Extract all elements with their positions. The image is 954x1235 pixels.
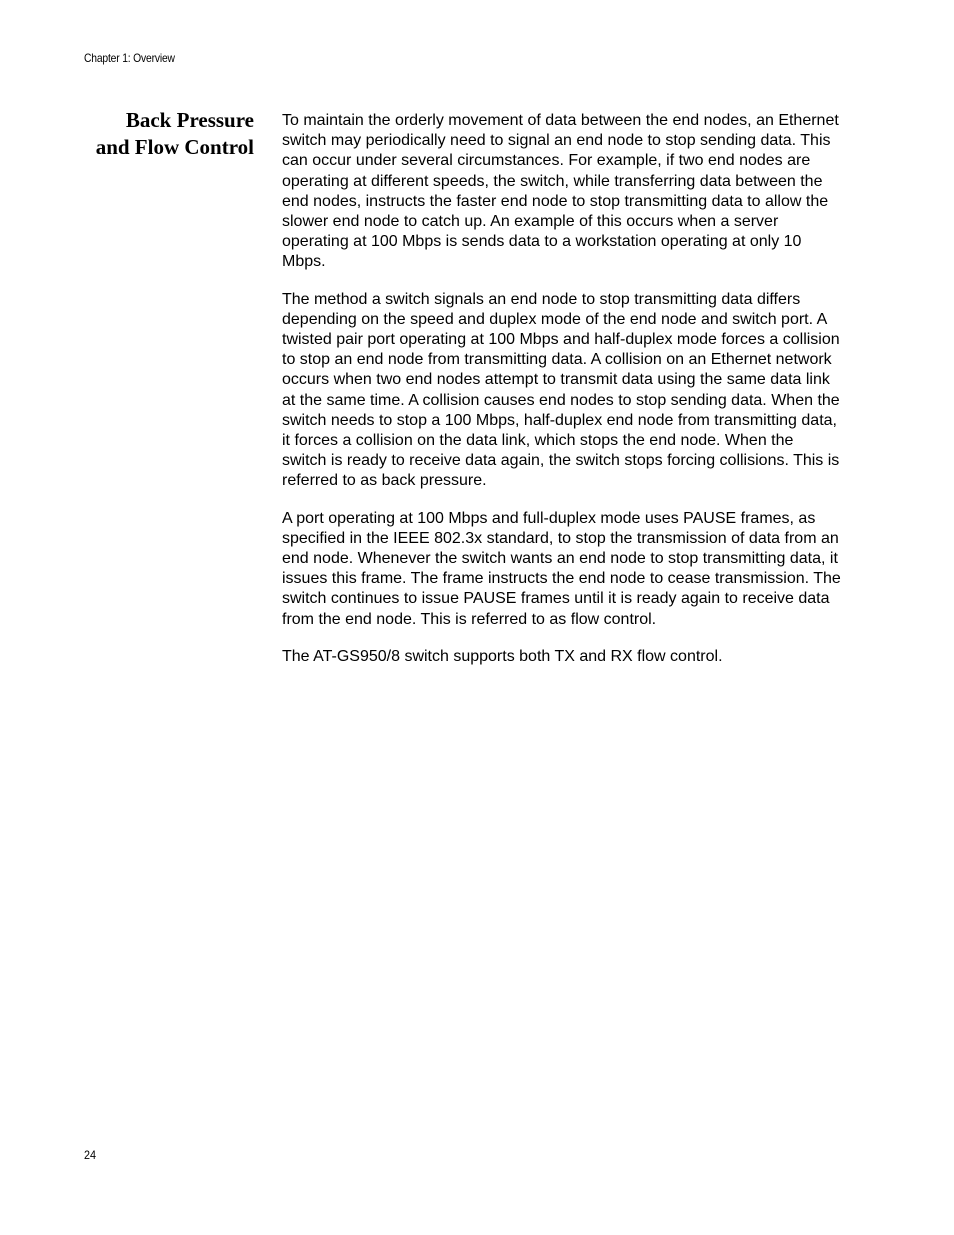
section-heading-line-2: and Flow Control	[95, 135, 254, 159]
page-number: 24	[84, 1148, 97, 1162]
paragraph-switch-support: The AT-GS950/8 switch supports both TX and RX flow control.	[282, 647, 723, 665]
paragraph-flow-control: A port operating at 100 Mbps and full-duplex mode uses PAUSE frames, as specified in the IEEE 802.3x standard, to stop the transmission of data from an end node. Whenever the switch wants an end node to stop transmitting data, it issues this frame. The frame instructs the end node to cease transmission. The switch continues to issue PAUSE frames until it is ready again to receive data from the end node. This is referred to as flow control.	[282, 509, 841, 628]
section-heading	[60, 107, 254, 161]
paragraph-back-pressure-intro: To maintain the orderly movement of data between the end nodes, an Ethernet switch may periodically need to signal an end node to stop sending data. This can occur under several circumstances. For example, if two end nodes are operating at different speeds, the switch, while transferring data between the end nodes, instructs the faster end node to stop transmitting data to allow the slower end node to catch up. An example of this occurs when a server operating at 100 Mbps is sends data to a workstation operating at only 10 Mbps.	[282, 112, 839, 271]
running-header: Chapter 1: Overview	[84, 51, 175, 65]
section-heading-line-1: Back Pressure	[125, 108, 254, 132]
paragraph-back-pressure: The method a switch signals an end node to stop transmitting data differs depending on the speed and duplex mode of the end node and switch port. A twisted pair port operating at 100 Mbps and half-duplex mode forces a collision to stop an end node from transmitting data. A collision on an Ethernet network occurs when two end nodes attempt to transmit data using the same data link at the same time. A collision causes end nodes to stop sending data. When the switch needs to stop a 100 Mbps, half-duplex end node from transmitting data, it forces a collision on the data link, which stops the end node. When the switch is ready to receive data again, the switch stops forcing collisions. This is referred to as back pressure.	[282, 290, 840, 490]
section-body	[282, 111, 842, 684]
